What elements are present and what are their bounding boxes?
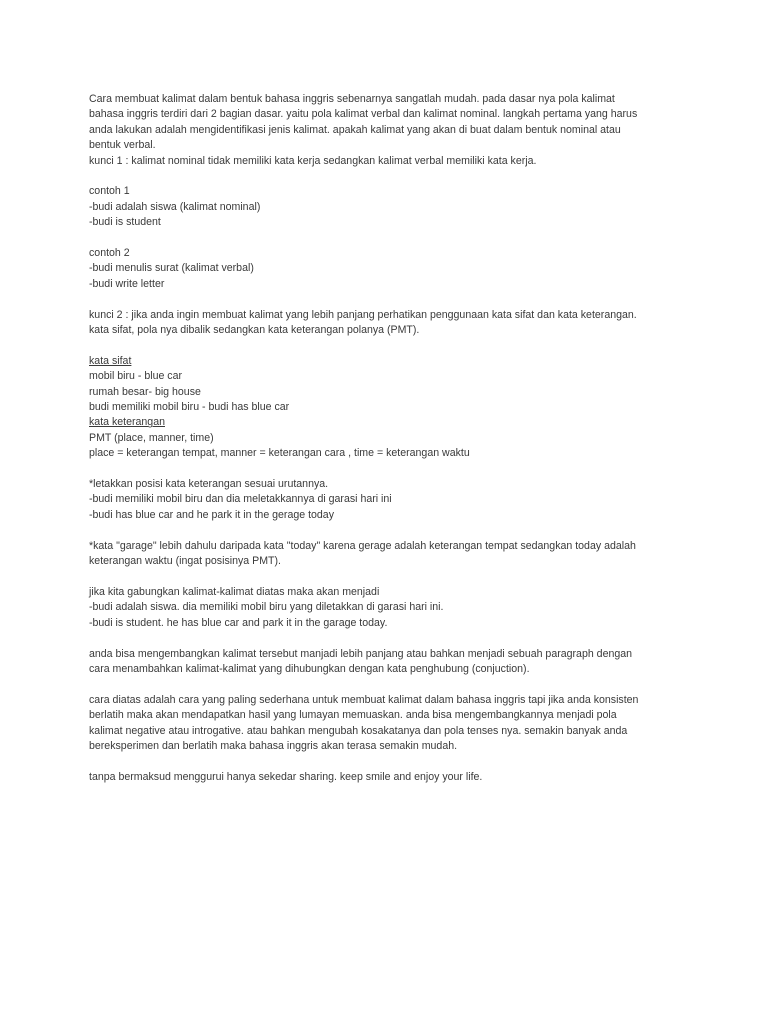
kata-sifat-section: [89, 354, 689, 416]
text-line: berlatih maka akan mendapatkan hasil yang lumayan memuaskan. anda bisa mengembangkannya menjadi pola: [89, 709, 617, 722]
paragraph-gap: [89, 570, 689, 585]
text-line: contoh 1: [89, 185, 130, 198]
text-line: mobil biru - blue car: [89, 370, 183, 383]
conclusion-paragraph: [89, 693, 689, 755]
intro-paragraph: [89, 92, 689, 169]
text-line: kunci 2 : jika anda ingin membuat kalimat yang lebih panjang perhatikan penggunaan kata sifat dan kata keterangan.: [89, 308, 637, 321]
text-line: -budi memiliki mobil biru dan dia meletakkannya di garasi hari ini: [89, 493, 392, 506]
closing-paragraph: [89, 770, 689, 785]
text-line: -budi adalah siswa. dia memiliki mobil biru yang diletakkan di garasi hari ini.: [89, 601, 444, 614]
text-line: keterangan waktu (ingat posisinya PMT).: [89, 555, 281, 568]
text-line: -budi write letter: [89, 277, 165, 290]
paragraph-gap: [89, 754, 689, 769]
document-body: [89, 92, 689, 785]
text-line: tanpa bermaksud menggurui hanya sekedar sharing. keep smile and enjoy your life.: [89, 770, 483, 783]
position-note-paragraph: [89, 477, 689, 523]
garage-note-paragraph: [89, 539, 689, 570]
text-line: contoh 2: [89, 247, 130, 260]
text-line: bereksperimen dan berlatih maka bahasa inggris akan terasa semakin mudah.: [89, 739, 458, 752]
text-line: -budi adalah siswa (kalimat nominal): [89, 200, 261, 213]
text-line: -budi menulis surat (kalimat verbal): [89, 262, 254, 275]
text-line: budi memiliki mobil biru - budi has blue car: [89, 401, 290, 414]
develop-paragraph: [89, 647, 689, 678]
text-line: kunci 1 : kalimat nominal tidak memiliki kata kerja sedangkan kalimat verbal memiliki kata kerja.: [89, 154, 537, 167]
text-line: kata sifat, pola nya dibalik sedangkan kata keterangan polanya (PMT).: [89, 324, 420, 337]
text-line: rumah besar- big house: [89, 385, 201, 398]
text-line: Cara membuat kalimat dalam bentuk bahasa inggris sebenarnya sangatlah mudah. pada dasar nya pola kalimat: [89, 93, 615, 105]
text-line: place = keterangan tempat, manner = keterangan cara , time = keterangan waktu: [89, 447, 470, 460]
section-heading: kata keterangan: [89, 416, 165, 429]
text-line: *letakkan posisi kata keterangan sesuai urutannya.: [89, 478, 329, 491]
text-line: -budi is student. he has blue car and park it in the garage today.: [89, 616, 388, 629]
kunci-2-paragraph: [89, 308, 689, 339]
text-line: cara menambahkan kalimat-kalimat yang dihubungkan dengan kata penghubung (conjuction).: [89, 662, 530, 675]
example-2: [89, 246, 689, 292]
text-line: bentuk verbal.: [89, 139, 156, 152]
paragraph-gap: [89, 231, 689, 246]
paragraph-gap: [89, 338, 689, 353]
text-line: -budi has blue car and he park it in the gerage today: [89, 508, 334, 521]
text-line: anda lakukan adalah mengidentifikasi jenis kalimat. apakah kalimat yang akan di buat dalam bentuk nominal atau: [89, 123, 621, 136]
paragraph-gap: [89, 169, 689, 184]
kata-keterangan-section: [89, 415, 689, 461]
example-1: [89, 184, 689, 230]
section-heading: kata sifat: [89, 354, 132, 367]
text-line: PMT (place, manner, time): [89, 431, 214, 444]
text-line: kalimat negative atau introgative. atau bahkan mengubah kosakatanya dan pola tenses nya. semakin banyak anda: [89, 724, 628, 737]
paragraph-gap: [89, 631, 689, 646]
text-line: anda bisa mengembangkan kalimat tersebut manjadi lebih panjang atau bahkan menjadi sebuah paragraph dengan: [89, 647, 633, 660]
paragraph-gap: [89, 292, 689, 307]
paragraph-gap: [89, 523, 689, 538]
paragraph-gap: [89, 677, 689, 692]
text-line: cara diatas adalah cara yang paling sederhana untuk membuat kalimat dalam bahasa inggris tapi jika anda konsisten: [89, 693, 639, 706]
text-line: bahasa inggris terdiri dari 2 bagian dasar. yaitu pola kalimat verbal dan kalimat nominal. langkah pertama yang harus: [89, 108, 638, 121]
text-line: *kata "garage" lebih dahulu daripada kata "today" karena gerage adalah keterangan tempat sedangkan today adalah: [89, 539, 636, 552]
text-line: -budi is student: [89, 216, 161, 229]
paragraph-gap: [89, 462, 689, 477]
combined-paragraph: [89, 585, 689, 631]
text-line: jika kita gabungkan kalimat-kalimat diatas maka akan menjadi: [89, 585, 380, 598]
